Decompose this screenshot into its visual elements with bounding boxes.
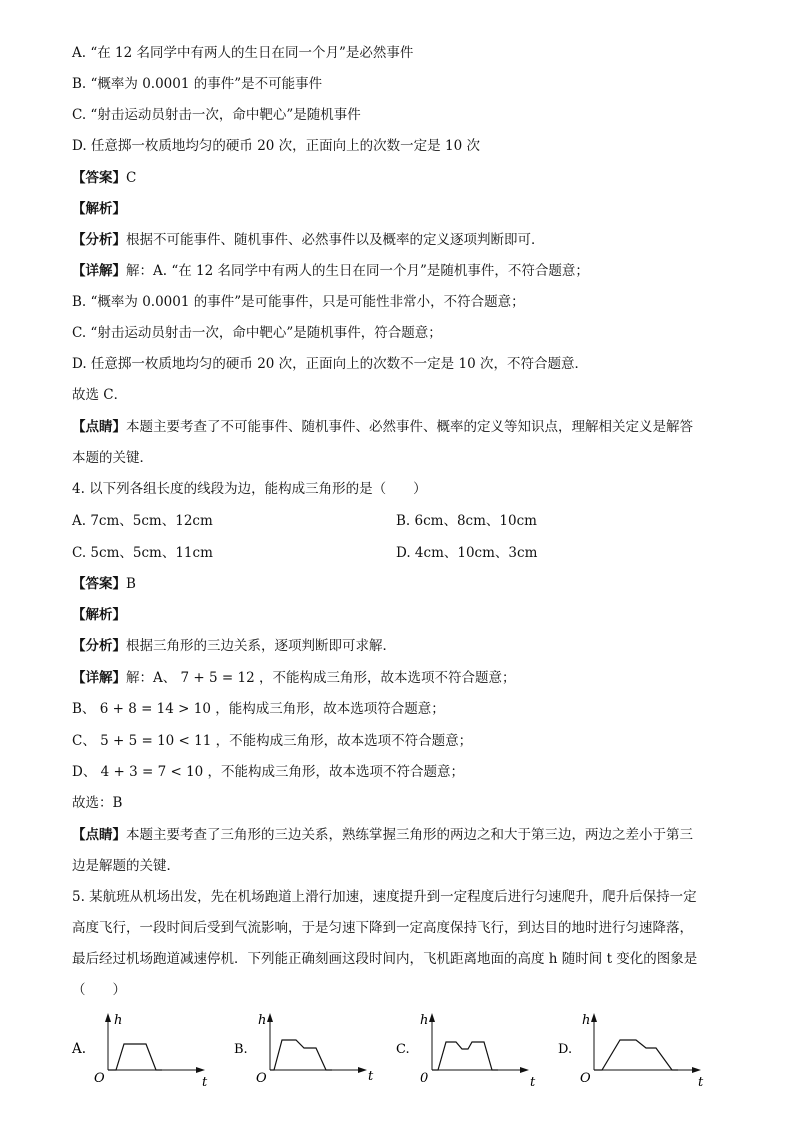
q4-dianjing-0	[72, 826, 693, 844]
q4-option-b: B. 6cm、8cm、10cm	[396, 513, 537, 529]
q3-option-c: C. “射击运动员射击一次，命中靶心”是随机事件	[72, 107, 361, 123]
y-axis-label: h	[114, 1013, 123, 1028]
q5-stem-3: （ ）	[72, 982, 126, 998]
height-curve	[432, 1042, 498, 1070]
dianjing-text: 本题主要考查了不可能事件、随机事件、必然事件、概率的定义等知识点，理解相关定义是解答	[126, 419, 693, 435]
q3-xiangjie-3: D. 任意掷一枚质地均匀的硬币 20 次，正面向上的次数不一定是 10 次，不符合题意．	[72, 356, 588, 372]
y-axis-arrow	[105, 1013, 111, 1022]
y-axis-arrow	[591, 1013, 597, 1022]
graph-label: C.	[396, 1042, 410, 1057]
origin-label: O	[580, 1071, 591, 1086]
q4-option-c: C. 5cm、5cm、11cm	[72, 545, 213, 561]
q3-option-b: B. “概率为 0.0001 的事件”是不可能事件	[72, 76, 323, 92]
x-axis-label: t	[368, 1069, 374, 1084]
graph-label: B.	[234, 1042, 248, 1057]
q5-stem-2: 最后经过机场跑道减速停机．下列能正确刻画这段时间内，飞机距离地面的高度 h 随时间 t 变化的图象是	[72, 951, 698, 967]
xiangjie-text: 解：A、 7 + 5 = 12 ，不能构成三角形，故本选项不符合题意；	[126, 670, 516, 686]
x-axis-label: t	[202, 1075, 208, 1088]
dianjing-tag: 【点睛】	[72, 827, 126, 843]
xiangjie-tag: 【详解】	[72, 263, 126, 279]
fenxi-tag: 【分析】	[72, 638, 126, 654]
q5-stem-0: 5. 某航班从机场出发，先在机场跑道上滑行加速，速度提升到一定程度后进行匀速爬升，爬升后保持一定	[72, 889, 697, 905]
y-axis-label: h	[582, 1013, 591, 1028]
q4-analysis-heading	[72, 606, 126, 624]
q4-option-a: A. 7cm、5cm、12cm	[72, 513, 213, 529]
q3-xiangjie-0	[72, 262, 589, 280]
dianjing-tag: 【点睛】	[72, 419, 126, 435]
q3-xiangjie-2: C. “射击运动员射击一次，命中靶心”是随机事件，符合题意；	[72, 325, 442, 341]
y-axis-label: h	[420, 1013, 429, 1028]
y-axis-arrow	[429, 1013, 435, 1022]
answer-value: B	[126, 576, 136, 592]
y-axis-arrow	[267, 1013, 273, 1022]
fenxi-text: 根据不可能事件、随机事件、必然事件以及概率的定义逐项判断即可．	[126, 232, 545, 248]
q3-option-a: A. “在 12 名同学中有两人的生日在同一个月”是必然事件	[72, 45, 414, 61]
q3-option-d: D. 任意掷一枚质地均匀的硬币 20 次，正面向上的次数一定是 10 次	[72, 138, 480, 154]
analysis-tag: 【解析】	[72, 607, 126, 623]
q5-graph-a	[70, 1008, 220, 1088]
q3-dianjing-1: 本题的关键．	[72, 450, 153, 466]
answer-tag: 【答案】	[72, 576, 126, 592]
height-curve	[594, 1040, 678, 1070]
q3-choice: 故选 C．	[72, 387, 128, 403]
q5-graph-c	[394, 1008, 544, 1088]
q3-answer	[72, 169, 136, 187]
fenxi-tag: 【分析】	[72, 232, 126, 248]
origin-label: 0	[420, 1071, 429, 1086]
q4-answer	[72, 575, 136, 593]
x-axis-arrow	[196, 1067, 205, 1073]
q5-graph-b	[232, 1008, 382, 1088]
origin-label: O	[94, 1071, 105, 1086]
height-curve	[270, 1040, 332, 1070]
xiangjie-tag: 【详解】	[72, 670, 126, 686]
q4-xiangjie-3: D、 4 + 3 = 7 < 10 ，不能构成三角形，故本选项不符合题意；	[72, 764, 465, 780]
x-axis-label: t	[530, 1075, 536, 1088]
q4-stem: 4. 以下列各组长度的线段为边，能构成三角形的是（ ）	[72, 481, 427, 497]
q3-analysis-heading	[72, 200, 126, 218]
q4-dianjing-1: 边是解题的关键．	[72, 858, 180, 874]
graph-label: A.	[72, 1041, 87, 1057]
q5-graph-d	[556, 1008, 716, 1088]
q4-fenxi	[72, 637, 396, 655]
q3-dianjing-0	[72, 418, 693, 436]
q4-option-d: D. 4cm、10cm、3cm	[396, 545, 538, 561]
x-axis-arrow	[520, 1067, 529, 1073]
q3-fenxi	[72, 231, 545, 249]
q4-xiangjie-1: B、 6 + 8 = 14 > 10 ，能构成三角形，故本选项符合题意；	[72, 701, 445, 717]
answer-value: C	[126, 170, 137, 186]
x-axis-arrow	[358, 1067, 367, 1073]
x-axis-label: t	[698, 1075, 704, 1088]
answer-tag: 【答案】	[72, 170, 126, 186]
q4-xiangjie-0	[72, 669, 515, 687]
q3-xiangjie-1: B. “概率为 0.0001 的事件”是可能事件，只是可能性非常小，不符合题意；	[72, 294, 525, 310]
height-curve	[108, 1044, 162, 1070]
xiangjie-text: 解：A. “在 12 名同学中有两人的生日在同一个月”是随机事件，不符合题意；	[126, 263, 589, 279]
dianjing-text: 本题主要考查了三角形的三边关系，熟练掌握三角形的两边之和大于第三边，两边之差小于第三	[126, 827, 693, 843]
origin-label: O	[256, 1071, 267, 1086]
q4-choice: 故选：B	[72, 795, 123, 811]
q5-graph-options	[0, 1008, 794, 1098]
graph-label: D.	[558, 1042, 573, 1057]
analysis-tag: 【解析】	[72, 201, 126, 217]
y-axis-label: h	[258, 1013, 267, 1028]
fenxi-text: 根据三角形的三边关系，逐项判断即可求解．	[126, 638, 396, 654]
q4-xiangjie-2: C、 5 + 5 = 10 < 11 ，不能构成三角形，故本选项不符合题意；	[72, 733, 473, 749]
q5-stem-1: 高度飞行，一段时间后受到气流影响，于是匀速下降到一定高度保持飞行，到达目的地时进行匀速降落，	[72, 920, 693, 936]
x-axis-arrow	[692, 1067, 701, 1073]
